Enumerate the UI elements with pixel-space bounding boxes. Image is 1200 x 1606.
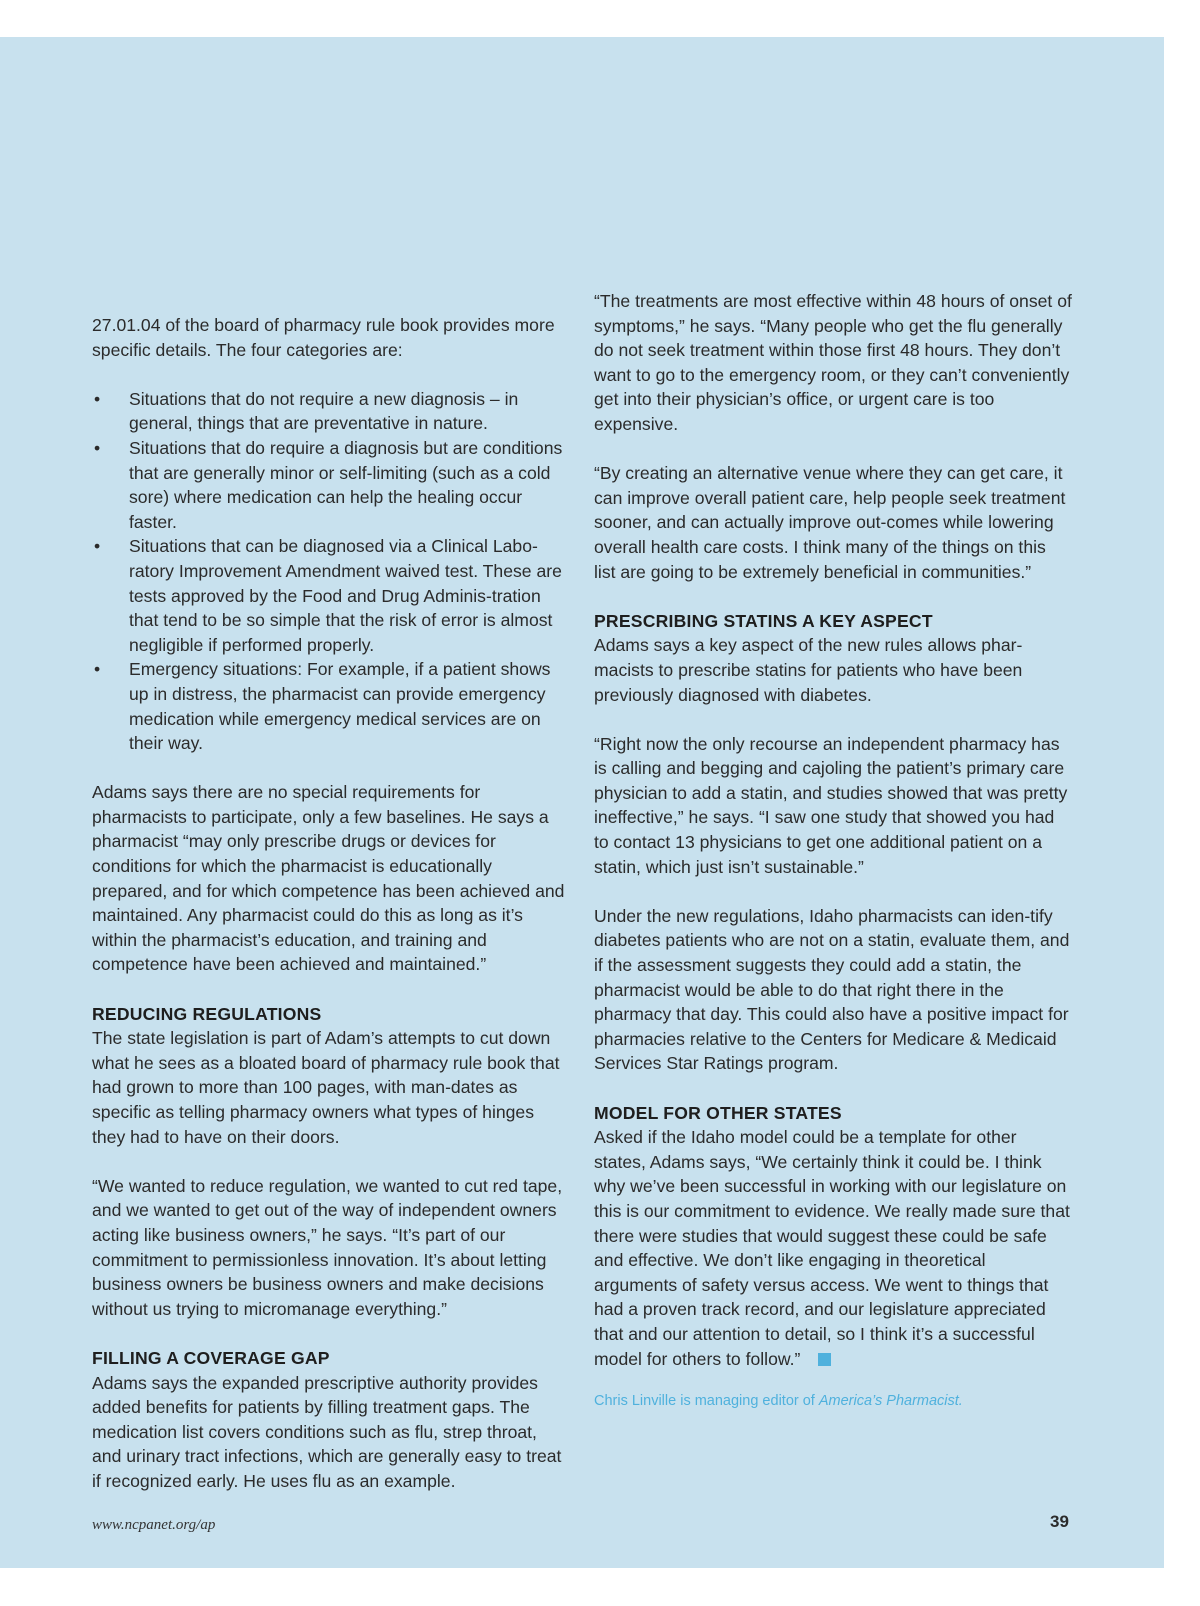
footer-url: www.ncpanet.org/ap	[92, 1517, 216, 1533]
bullet-icon: •	[94, 536, 101, 557]
statins-paragraph: Adams says a key aspect of the new rules allows phar-macists to prescribe statins for patients who have been previously diagnosed with diabetes.	[594, 635, 1023, 705]
venue-paragraph: “By creating an alternative venue where they can get care, it can improve overall patient care, help people seek treatment sooner, and can actually improve out-comes while lowering overall health care costs. I think many of the things on this list are going to be extremely beneficial in communities.”	[594, 463, 1066, 582]
list-item	[92, 436, 570, 534]
model-paragraph-wrapper	[594, 1125, 1072, 1371]
list-item	[92, 534, 570, 657]
bullet-icon: •	[94, 388, 101, 409]
recourse-paragraph: “Right now the only recourse an independent pharmacy has is calling and begging and cajoling the patient’s primary care physician to add a statin, and studies showed that was pretty ineffective,” he says. “I saw one study that showed you had to contact 13 physicians to get one additional patient on a statin, which just isn’t sustainable.”	[594, 733, 1068, 877]
model-paragraph: Asked if the Idaho model could be a template for other states, Adams says, “We certainly think it could be. I think why we’ve been successful in working with our legislature on this is our commitment to evidence. We really made sure that there were studies that would suggest these could be safe and effective. We don’t like engaging in theoretical arguments of safety versus access. We went to things that had a proven track record, and our legislature appreciated that and our attention to detail, so I think it’s a successful model for others to follow.”	[594, 1127, 1070, 1369]
article-panel	[0, 37, 1164, 1568]
red-tape-paragraph: “We wanted to reduce regulation, we wanted to cut red tape, and we wanted to get out of the way of independent owners acting like business owners,” he says. “It’s part of our commitment to permissionless innovation. It’s about letting business owners be business owners and make decisions without us trying to micromanage everything.”	[92, 1175, 563, 1319]
intro-paragraph: 27.01.04 of the board of pharmacy rule book provides more specific details. The four categories are:	[92, 315, 555, 360]
left-column	[92, 313, 570, 1518]
byline-publication: America’s Pharmacist.	[818, 1393, 963, 1410]
bullet-icon: •	[94, 659, 101, 680]
section-heading-regulations: REDUCING REGULATIONS	[92, 1003, 322, 1024]
author-byline	[594, 1391, 1072, 1411]
bullet-icon: •	[94, 437, 101, 458]
section-heading-coverage: FILLING A COVERAGE GAP	[92, 1347, 330, 1368]
list-item-text: Situations that do require a diagnosis but are conditions that are generally minor or self-limiting (such as a cold sore) where medication can help the healing occur faster.	[129, 437, 563, 532]
right-column	[594, 289, 1072, 1411]
list-item-text: Situations that can be diagnosed via a Clinical Labo-ratory Improvement Amendment waived test. These are tests approved by the Food and Drug Adminis-tration that tend to be so simple that the risk of error is almost negligible if performed properly.	[129, 536, 562, 655]
list-item-text: Emergency situations: For example, if a patient shows up in distress, the pharmacist can provide emergency medication while emergency medical services are on their way.	[129, 659, 551, 754]
section-heading-statins: PRESCRIBING STATINS A KEY ASPECT	[594, 610, 933, 631]
list-item	[92, 657, 570, 755]
regulations-paragraph: The state legislation is part of Adam’s attempts to cut down what he sees as a bloated board of pharmacy rule book that had grown to more than 100 pages, with man-dates as specific as telling pharmacy owners what types of hinges they had to have on their doors.	[92, 1028, 560, 1147]
new-regulations-paragraph: Under the new regulations, Idaho pharmacists can iden-tify diabetes patients who are not on a statin, evaluate them, and if the assessment suggests they could add a statin, the pharmacist would be able to do that right there in the pharmacy that day. This could also have a positive impact for pharmacies relative to the Centers for Medicare & Medicaid Services Star Ratings program.	[594, 905, 1070, 1074]
list-item-text: Situations that do not require a new diagnosis – in general, things that are preventative in nature.	[129, 388, 519, 434]
list-item	[92, 387, 570, 436]
requirements-paragraph: Adams says there are no special requirements for pharmacists to participate, only a few baselines. He says a pharmacist “may only prescribe drugs or devices for conditions for which the pharmacist is educationally prepared, and for which competence has been achieved and maintained. Any pharmacist could do this as long as it’s within the pharmacist’s education, and training and competence have been achieved and maintained.”	[92, 782, 565, 975]
byline-text: Chris Linville is managing editor of	[594, 1393, 819, 1410]
section-heading-model: MODEL FOR OTHER STATES	[594, 1102, 842, 1123]
coverage-paragraph: Adams says the expanded prescriptive authority provides added benefits for patients by filling treatment gaps. The medication list covers conditions such as flu, strep throat, and urinary tract infections, which are generally easy to treat if recognized early. He uses flu as an example.	[92, 1372, 562, 1491]
treatments-paragraph: “The treatments are most effective within 48 hours of onset of symptoms,” he says. “Many people who get the flu generally do not seek treatment within those first 48 hours. They don’t want to go to the emergency room, or they can’t conveniently get into their physician’s office, or urgent care is too expensive.	[594, 291, 1072, 434]
page-number: 39	[1050, 1512, 1069, 1531]
categories-list	[92, 387, 570, 756]
end-mark-icon	[818, 1353, 831, 1366]
